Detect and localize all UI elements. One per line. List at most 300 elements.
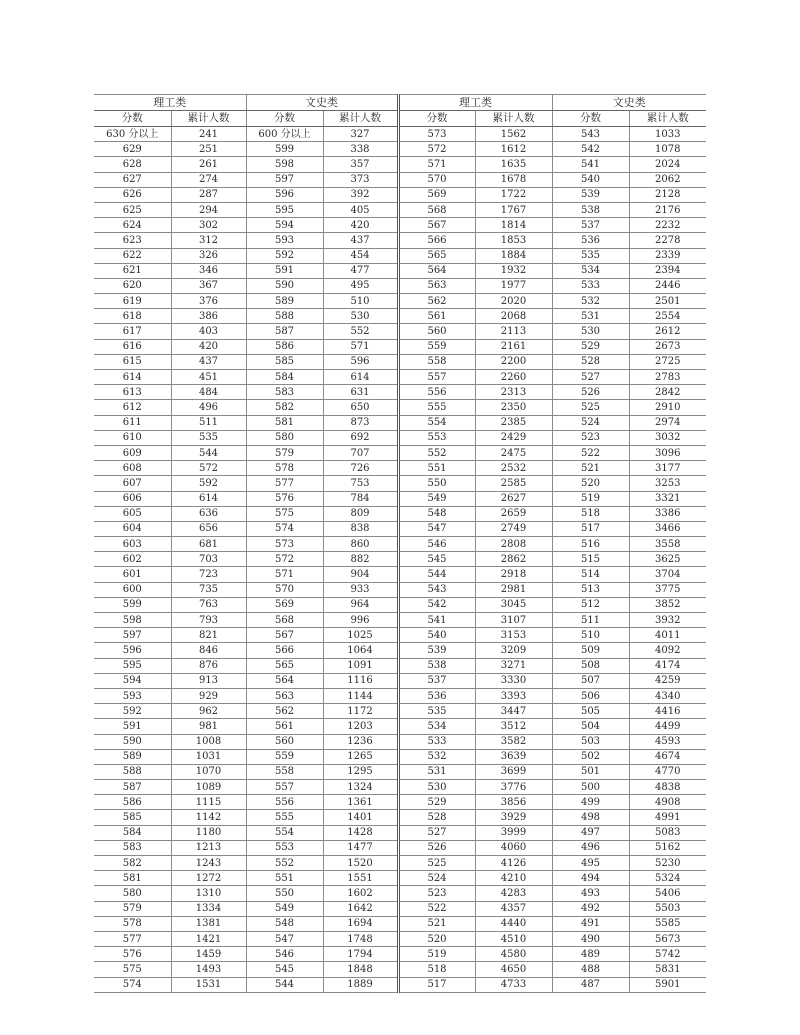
cell-cumulative: 933 [323, 582, 398, 597]
cell-score: 550 [246, 886, 323, 901]
table-row [94, 552, 706, 567]
cell-cumulative: 2501 [629, 294, 706, 309]
cell-cumulative: 2260 [475, 370, 552, 385]
cell-score: 619 [94, 294, 171, 309]
cell-cumulative: 703 [171, 552, 246, 567]
cell-score: 511 [552, 613, 629, 628]
cell-score: 501 [552, 764, 629, 779]
cell-cumulative: 1977 [475, 278, 552, 293]
cell-cumulative: 1203 [323, 719, 398, 734]
cell-cumulative: 2429 [475, 430, 552, 445]
cell-cumulative: 1493 [171, 962, 246, 977]
cell-score: 526 [552, 385, 629, 400]
table-row [94, 947, 706, 962]
cell-score: 567 [398, 218, 475, 233]
cell-cumulative: 784 [323, 491, 398, 506]
cell-cumulative: 1324 [323, 780, 398, 795]
cell-cumulative: 876 [171, 658, 246, 673]
table-row [94, 780, 706, 795]
cell-cumulative: 913 [171, 673, 246, 688]
cell-cumulative: 1767 [475, 202, 552, 217]
cell-cumulative: 692 [323, 430, 398, 445]
table-row [94, 613, 706, 628]
table-row [94, 840, 706, 855]
cell-cumulative: 1612 [475, 142, 552, 157]
table-row [94, 977, 706, 992]
cell-score: 627 [94, 172, 171, 187]
score-distribution-table [94, 94, 706, 993]
cell-cumulative: 4580 [475, 947, 552, 962]
cell-cumulative: 376 [171, 294, 246, 309]
cell-score: 579 [246, 445, 323, 460]
cell-cumulative: 4174 [629, 658, 706, 673]
cell-score: 591 [94, 719, 171, 734]
cell-score: 569 [398, 187, 475, 202]
cell-score: 562 [398, 294, 475, 309]
table-row [94, 795, 706, 810]
cell-score: 505 [552, 704, 629, 719]
cell-cumulative: 2232 [629, 218, 706, 233]
cell-score: 540 [552, 172, 629, 187]
cell-cumulative: 2062 [629, 172, 706, 187]
table-row [94, 628, 706, 643]
cell-cumulative: 1642 [323, 901, 398, 916]
cell-score: 617 [94, 324, 171, 339]
cell-cumulative: 962 [171, 704, 246, 719]
cell-cumulative: 846 [171, 643, 246, 658]
table-row [94, 309, 706, 324]
table-row [94, 537, 706, 552]
cell-cumulative: 3582 [475, 734, 552, 749]
table-row [94, 704, 706, 719]
cell-cumulative: 5831 [629, 962, 706, 977]
cell-cumulative: 1172 [323, 704, 398, 719]
cell-cumulative: 2554 [629, 309, 706, 324]
cell-score: 576 [246, 491, 323, 506]
group-header-row [94, 95, 706, 111]
cell-score: 598 [94, 613, 171, 628]
cell-score: 586 [246, 339, 323, 354]
cell-cumulative: 2981 [475, 582, 552, 597]
cell-cumulative: 753 [323, 476, 398, 491]
cell-score: 604 [94, 521, 171, 536]
cell-cumulative: 3929 [475, 810, 552, 825]
cell-cumulative: 5673 [629, 931, 706, 946]
cell-score: 613 [94, 385, 171, 400]
cell-score: 532 [398, 749, 475, 764]
cell-score: 558 [398, 354, 475, 369]
cell-cumulative: 287 [171, 187, 246, 202]
cell-score: 525 [552, 400, 629, 415]
table-row [94, 202, 706, 217]
cell-cumulative: 338 [323, 142, 398, 157]
table-row [94, 521, 706, 536]
cell-score: 520 [552, 476, 629, 491]
cell-cumulative: 2385 [475, 415, 552, 430]
cell-score: 562 [246, 704, 323, 719]
cell-score: 548 [246, 916, 323, 931]
cell-score: 572 [398, 142, 475, 157]
cell-cumulative: 4060 [475, 840, 552, 855]
cell-score: 621 [94, 263, 171, 278]
cell-cumulative: 405 [323, 202, 398, 217]
cell-cumulative: 1033 [629, 127, 706, 142]
cell-score: 512 [552, 597, 629, 612]
cell-score: 556 [246, 795, 323, 810]
cell-score: 555 [246, 810, 323, 825]
cell-score: 557 [246, 780, 323, 795]
cell-cumulative: 1064 [323, 643, 398, 658]
cell-score: 507 [552, 673, 629, 688]
cell-cumulative: 793 [171, 613, 246, 628]
cell-cumulative: 5406 [629, 886, 706, 901]
cell-score: 491 [552, 916, 629, 931]
cell-cumulative: 3096 [629, 445, 706, 460]
cell-score: 564 [398, 263, 475, 278]
cell-cumulative: 2749 [475, 521, 552, 536]
cell-score: 528 [552, 354, 629, 369]
cell-score: 556 [398, 385, 475, 400]
cell-cumulative: 650 [323, 400, 398, 415]
cell-score: 572 [246, 552, 323, 567]
cell-cumulative: 1295 [323, 764, 398, 779]
cell-score: 527 [398, 825, 475, 840]
cell-cumulative: 2673 [629, 339, 706, 354]
table-row [94, 719, 706, 734]
table-row [94, 658, 706, 673]
column-header-score: 分数 [246, 111, 323, 127]
cell-cumulative: 735 [171, 582, 246, 597]
table-row [94, 248, 706, 263]
cell-score: 521 [398, 916, 475, 931]
table-row [94, 324, 706, 339]
table-row [94, 294, 706, 309]
cell-cumulative: 530 [323, 309, 398, 324]
cell-score: 597 [94, 628, 171, 643]
cell-cumulative: 3558 [629, 537, 706, 552]
cell-score: 623 [94, 233, 171, 248]
cell-score: 536 [552, 233, 629, 248]
cell-cumulative: 4510 [475, 931, 552, 946]
cell-score: 541 [398, 613, 475, 628]
cell-cumulative: 437 [323, 233, 398, 248]
group-header-science-right: 理工类 [398, 95, 552, 111]
cell-score: 526 [398, 840, 475, 855]
cell-cumulative: 5230 [629, 856, 706, 871]
cell-cumulative: 1361 [323, 795, 398, 810]
cell-score: 570 [246, 582, 323, 597]
cell-score: 588 [94, 764, 171, 779]
cell-score: 615 [94, 354, 171, 369]
table-row [94, 370, 706, 385]
cell-cumulative: 3512 [475, 719, 552, 734]
cell-score: 582 [94, 856, 171, 871]
cell-score: 618 [94, 309, 171, 324]
cell-score: 588 [246, 309, 323, 324]
cell-cumulative: 1310 [171, 886, 246, 901]
cell-cumulative: 2910 [629, 400, 706, 415]
cell-score: 542 [552, 142, 629, 157]
cell-score: 602 [94, 552, 171, 567]
cell-cumulative: 4838 [629, 780, 706, 795]
cell-cumulative: 544 [171, 445, 246, 460]
column-header-score: 分数 [398, 111, 475, 127]
cell-score: 628 [94, 157, 171, 172]
cell-score: 533 [552, 278, 629, 293]
cell-score: 497 [552, 825, 629, 840]
cell-score: 560 [246, 734, 323, 749]
cell-cumulative: 2842 [629, 385, 706, 400]
cell-cumulative: 1889 [323, 977, 398, 992]
cell-cumulative: 1562 [475, 127, 552, 142]
cell-score: 568 [246, 613, 323, 628]
cell-score: 578 [94, 916, 171, 931]
cell-score: 544 [246, 977, 323, 992]
cell-score: 553 [246, 840, 323, 855]
cell-score: 620 [94, 278, 171, 293]
cell-score: 522 [398, 901, 475, 916]
cell-score: 495 [552, 856, 629, 871]
table-row [94, 673, 706, 688]
cell-cumulative: 1421 [171, 931, 246, 946]
cell-cumulative: 572 [171, 461, 246, 476]
cell-score: 589 [94, 749, 171, 764]
cell-score: 525 [398, 856, 475, 871]
cell-score: 551 [398, 461, 475, 476]
cell-score: 601 [94, 567, 171, 582]
cell-score: 578 [246, 461, 323, 476]
cell-score: 559 [246, 749, 323, 764]
cell-cumulative: 3032 [629, 430, 706, 445]
table-row [94, 157, 706, 172]
cell-cumulative: 1089 [171, 780, 246, 795]
cell-score: 515 [552, 552, 629, 567]
cell-cumulative: 1602 [323, 886, 398, 901]
cell-cumulative: 707 [323, 445, 398, 460]
cell-score: 536 [398, 688, 475, 703]
cell-cumulative: 4357 [475, 901, 552, 916]
cell-cumulative: 596 [323, 354, 398, 369]
table-row [94, 400, 706, 415]
cell-cumulative: 3447 [475, 704, 552, 719]
table-row [94, 582, 706, 597]
cell-score: 553 [398, 430, 475, 445]
cell-cumulative: 4283 [475, 886, 552, 901]
cell-score: 561 [246, 719, 323, 734]
cell-score: 584 [94, 825, 171, 840]
column-header-score: 分数 [94, 111, 171, 127]
cell-score: 575 [94, 962, 171, 977]
cell-score: 523 [398, 886, 475, 901]
cell-score: 538 [552, 202, 629, 217]
cell-score: 498 [552, 810, 629, 825]
cell-cumulative: 5083 [629, 825, 706, 840]
cell-score: 610 [94, 430, 171, 445]
cell-score: 580 [94, 886, 171, 901]
cell-score: 488 [552, 962, 629, 977]
cell-cumulative: 1477 [323, 840, 398, 855]
cell-cumulative: 4210 [475, 871, 552, 886]
cell-score: 509 [552, 643, 629, 658]
cell-cumulative: 4499 [629, 719, 706, 734]
cell-score: 490 [552, 931, 629, 946]
table-row [94, 871, 706, 886]
cell-cumulative: 1551 [323, 871, 398, 886]
table-row [94, 962, 706, 977]
cell-cumulative: 2128 [629, 187, 706, 202]
cell-cumulative: 2200 [475, 354, 552, 369]
cell-score: 590 [94, 734, 171, 749]
cell-score: 541 [552, 157, 629, 172]
cell-cumulative: 2020 [475, 294, 552, 309]
cell-score: 594 [94, 673, 171, 688]
cell-score: 564 [246, 673, 323, 688]
table-row [94, 142, 706, 157]
cell-cumulative: 454 [323, 248, 398, 263]
group-header-arts-right: 文史类 [552, 95, 706, 111]
cell-cumulative: 1025 [323, 628, 398, 643]
cell-score: 538 [398, 658, 475, 673]
cell-cumulative: 571 [323, 339, 398, 354]
cell-cumulative: 4991 [629, 810, 706, 825]
cell-score: 552 [246, 856, 323, 871]
cell-cumulative: 3386 [629, 506, 706, 521]
cell-cumulative: 5585 [629, 916, 706, 931]
cell-score: 487 [552, 977, 629, 992]
cell-cumulative: 1236 [323, 734, 398, 749]
cell-cumulative: 809 [323, 506, 398, 521]
cell-score: 622 [94, 248, 171, 263]
cell-cumulative: 1078 [629, 142, 706, 157]
cell-score: 539 [398, 643, 475, 658]
cell-cumulative: 4126 [475, 856, 552, 871]
cell-score: 560 [398, 324, 475, 339]
table-row [94, 415, 706, 430]
cell-score: 609 [94, 445, 171, 460]
cell-cumulative: 3393 [475, 688, 552, 703]
cell-cumulative: 5901 [629, 977, 706, 992]
cell-score: 524 [398, 871, 475, 886]
cell-score: 530 [552, 324, 629, 339]
cell-cumulative: 2725 [629, 354, 706, 369]
cell-cumulative: 4011 [629, 628, 706, 643]
cell-cumulative: 723 [171, 567, 246, 582]
cell-cumulative: 1932 [475, 263, 552, 278]
cell-score: 600 分以上 [246, 127, 323, 142]
cell-cumulative: 3253 [629, 476, 706, 491]
cell-cumulative: 1116 [323, 673, 398, 688]
cell-cumulative: 294 [171, 202, 246, 217]
cell-cumulative: 3177 [629, 461, 706, 476]
cell-cumulative: 2176 [629, 202, 706, 217]
cell-cumulative: 636 [171, 506, 246, 521]
cell-score: 551 [246, 871, 323, 886]
cell-cumulative: 241 [171, 127, 246, 142]
cell-cumulative: 326 [171, 248, 246, 263]
table-row [94, 886, 706, 901]
cell-cumulative: 3852 [629, 597, 706, 612]
cell-cumulative: 5742 [629, 947, 706, 962]
table-row [94, 461, 706, 476]
cell-cumulative: 274 [171, 172, 246, 187]
cell-score: 626 [94, 187, 171, 202]
cell-cumulative: 2313 [475, 385, 552, 400]
cell-score: 581 [94, 871, 171, 886]
cell-score: 573 [398, 127, 475, 142]
cell-cumulative: 2532 [475, 461, 552, 476]
table-row [94, 233, 706, 248]
cell-cumulative: 614 [171, 491, 246, 506]
cell-score: 567 [246, 628, 323, 643]
cell-cumulative: 2612 [629, 324, 706, 339]
cell-score: 500 [552, 780, 629, 795]
cell-cumulative: 2918 [475, 567, 552, 582]
cell-cumulative: 1848 [323, 962, 398, 977]
cell-score: 547 [246, 931, 323, 946]
cell-cumulative: 420 [323, 218, 398, 233]
cell-score: 543 [398, 582, 475, 597]
cell-cumulative: 510 [323, 294, 398, 309]
cell-cumulative: 312 [171, 233, 246, 248]
cell-cumulative: 4092 [629, 643, 706, 658]
cell-cumulative: 4440 [475, 916, 552, 931]
cell-score: 540 [398, 628, 475, 643]
cell-cumulative: 1144 [323, 688, 398, 703]
table-row [94, 856, 706, 871]
cell-cumulative: 838 [323, 521, 398, 536]
cell-cumulative: 451 [171, 370, 246, 385]
cell-score: 514 [552, 567, 629, 582]
cell-score: 555 [398, 400, 475, 415]
cell-cumulative: 4340 [629, 688, 706, 703]
cell-cumulative: 2475 [475, 445, 552, 460]
table-row [94, 354, 706, 369]
cell-cumulative: 3639 [475, 749, 552, 764]
cell-score: 552 [398, 445, 475, 460]
cell-score: 543 [552, 127, 629, 142]
cell-score: 614 [94, 370, 171, 385]
cell-score: 531 [552, 309, 629, 324]
cell-score: 591 [246, 263, 323, 278]
cell-score: 504 [552, 719, 629, 734]
cell-score: 557 [398, 370, 475, 385]
cell-cumulative: 373 [323, 172, 398, 187]
group-header-science-left: 理工类 [94, 95, 246, 111]
cell-score: 549 [246, 901, 323, 916]
cell-score: 506 [552, 688, 629, 703]
cell-score: 503 [552, 734, 629, 749]
cell-cumulative: 1635 [475, 157, 552, 172]
cell-cumulative: 3107 [475, 613, 552, 628]
cell-cumulative: 495 [323, 278, 398, 293]
cell-cumulative: 5324 [629, 871, 706, 886]
cell-cumulative: 860 [323, 537, 398, 552]
cell-score: 594 [246, 218, 323, 233]
cell-cumulative: 5503 [629, 901, 706, 916]
cell-cumulative: 592 [171, 476, 246, 491]
cell-cumulative: 4650 [475, 962, 552, 977]
cell-score: 519 [398, 947, 475, 962]
table-row [94, 749, 706, 764]
table-row [94, 445, 706, 460]
cell-score: 510 [552, 628, 629, 643]
cell-score: 523 [552, 430, 629, 445]
cell-score: 593 [246, 233, 323, 248]
cell-cumulative: 964 [323, 597, 398, 612]
cell-score: 539 [552, 187, 629, 202]
cell-score: 518 [552, 506, 629, 521]
cell-cumulative: 1243 [171, 856, 246, 871]
